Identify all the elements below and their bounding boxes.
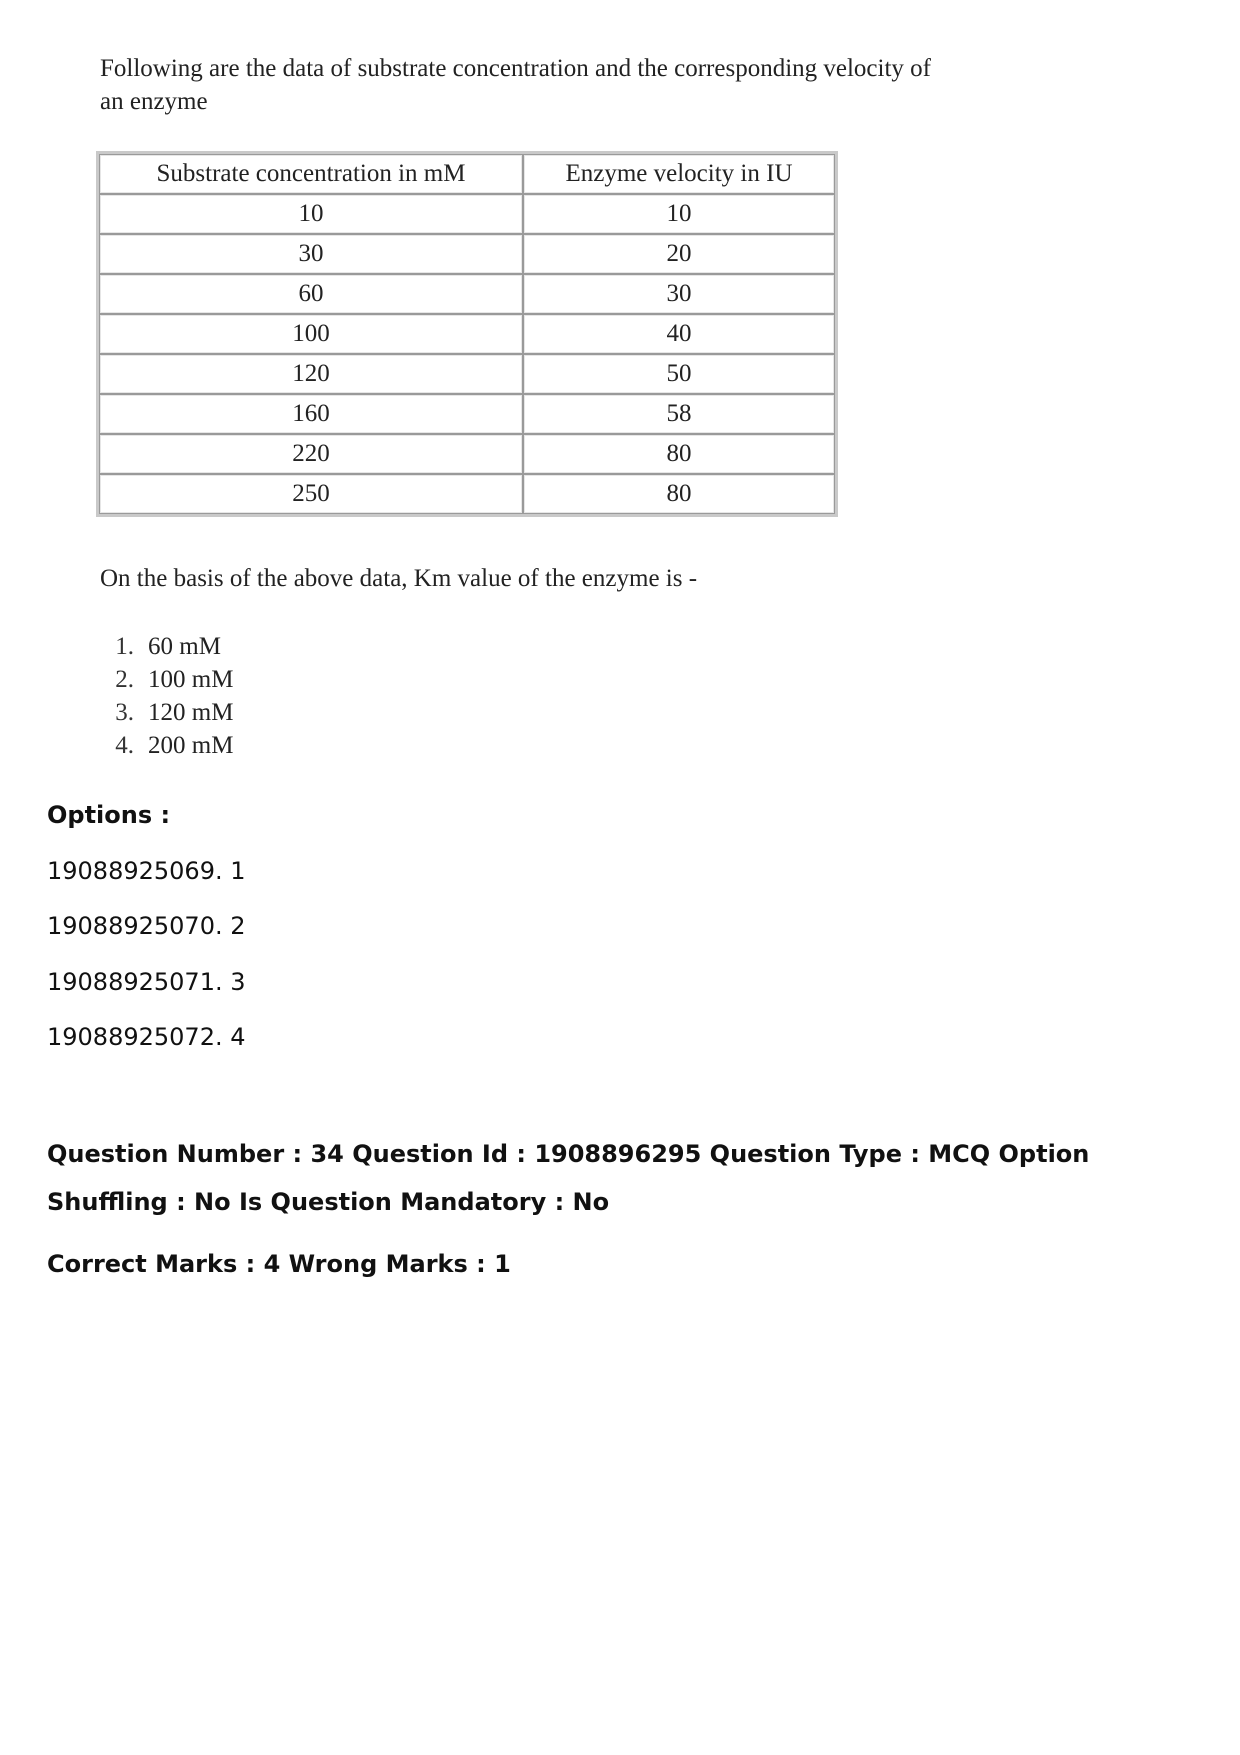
table-cell: 120 [99,354,523,394]
choice-text: 120 mM [148,699,234,726]
question-meta: Question Number : 34 Question Id : 1908896295 Question Type : MCQ Option Shuffling : No Is Question Mandatory : No [47,1140,1090,1216]
table-header: Enzyme velocity in IU [523,154,835,194]
table-row [99,234,835,274]
choice-text: 60 mM [148,633,221,660]
table-cell: 30 [99,234,523,274]
table-cell: 60 [99,274,523,314]
option-item: 19088925071. 3 [47,968,246,996]
choice-item [100,663,233,696]
options-title: Options : [47,801,171,829]
choice-item [100,729,233,762]
question-intro: Following are the data of substrate concentration and the corresponding velocity of an enzyme [100,55,931,115]
table-cell: 10 [99,194,523,234]
option-item: 19088925069. 1 [47,857,246,885]
table-row [99,434,835,474]
table-cell: 100 [99,314,523,354]
table-row [99,354,835,394]
marks-meta: Correct Marks : 4 Wrong Marks : 1 [47,1250,511,1278]
choice-text: 100 mM [148,666,234,693]
choice-number: 1. [115,633,134,660]
table-row [99,274,835,314]
table-row [99,194,835,234]
option-item: 19088925072. 4 [47,1023,246,1051]
table-row [99,394,835,434]
table-row [99,314,835,354]
table-header-row [99,154,835,194]
table-cell: 58 [523,394,835,434]
table-cell: 80 [523,434,835,474]
table-cell: 80 [523,474,835,514]
table-cell: 160 [99,394,523,434]
table-cell: 30 [523,274,835,314]
table-cell: 20 [523,234,835,274]
choice-item [100,630,233,663]
choice-text: 200 mM [148,732,234,759]
choice-list [100,630,233,762]
table-cell: 50 [523,354,835,394]
choice-number: 4. [115,732,134,759]
question-prompt: On the basis of the above data, Km value of the enzyme is - [100,565,698,592]
table-header: Substrate concentration in mM [99,154,523,194]
option-item: 19088925070. 2 [47,912,246,940]
choice-item [100,696,233,729]
choice-number: 2. [115,666,134,693]
table-cell: 10 [523,194,835,234]
table-cell: 40 [523,314,835,354]
data-table [96,151,838,517]
choice-number: 3. [115,699,134,726]
table-cell: 220 [99,434,523,474]
table-cell: 250 [99,474,523,514]
table-row [99,474,835,514]
